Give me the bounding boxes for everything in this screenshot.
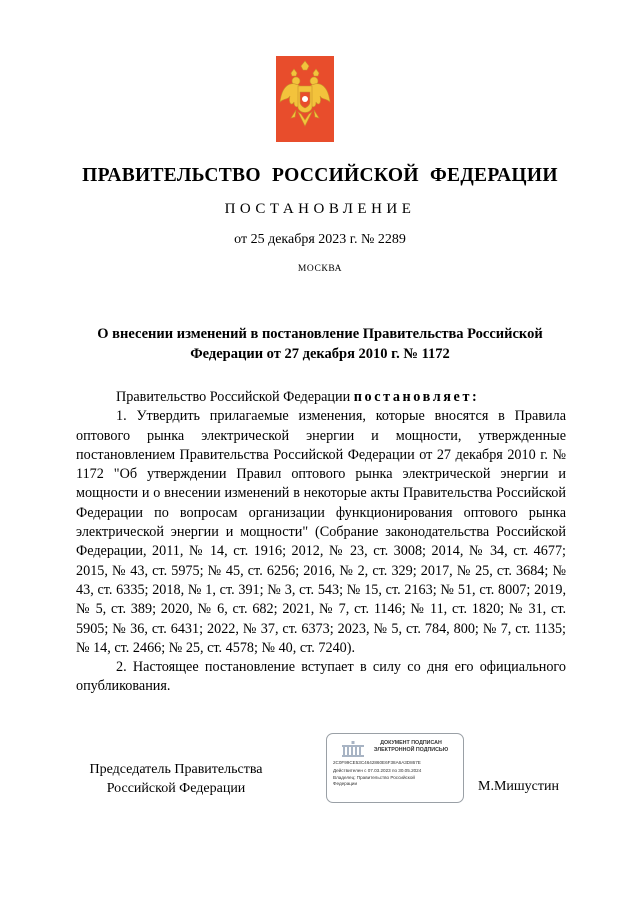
stamp-validity: Действителен с 07.03.2023 по 30.05.2024 <box>333 768 422 773</box>
document-date-number: от 25 декабря 2023 г. № 2289 <box>234 232 406 247</box>
intro-line <box>76 388 566 407</box>
stamp-title <box>363 740 459 753</box>
double-headed-eagle-icon <box>276 56 334 142</box>
stamp-owner-line-1: Владелец: Правительство Российской <box>333 775 415 780</box>
intro-prefix: Правительство Российской Федерации <box>116 389 351 405</box>
government-title: ПРАВИТЕЛЬСТВО РОССИЙСКОЙ ФЕДЕРАЦИИ <box>82 165 558 186</box>
stamp-title-line-1: ДОКУМЕНТ ПОДПИСАН <box>380 740 442 746</box>
signer-name: М.Мишустин <box>478 779 559 794</box>
document-subject: О внесении изменений в постановление Правительства Российской Федерации от 27 декабря 2010 г. № 1172 <box>97 326 543 362</box>
paragraph-1: 1. Утвердить прилагаемые изменения, которые вносятся в Правила оптового рынка электрической энергии и мощности, утвержденные постановлением Правительства Российской Федерации от 27 декабря 2010 г. № 1172 "Об утверждении Правил оптового рынка электрической энергии и мощности и о внесении изменений в некоторые акты Правительства Российской Федерации по вопросам организации функционирования оптового рынка электрической энергии и мощности" (Собрание законодательства Российской Федерации, 2011, № 14, ст. 1916; 2012, № 23, ст. 3008; 2014, № 34, ст. 4677; 2015, № 43, ст. 5975; № 45, ст. 6256; 2016, № 2, ст. 329; 2017, № 25, ст. 3684; № 43, ст. 6335; 2018, № 1, ст. 391; № 3, ст. 543; № 15, ст. 2163; № 51, ст. 8007; 2019, № 5, ст. 389; 2020, № 6, ст. 682; 2021, № 7, ст. 1146; № 11, ст. 1820; № 31, ст. 5905; № 36, ст. 6431; 2022, № 37, ст. 6373; 2023, № 5, ст. 784, 800; № 7, ст. 1135; № 14, ст. 2466; № 25, ст. 4578; № 40, ст. 7240). <box>76 408 566 656</box>
stamp-owner-line-2: Федерации <box>333 781 358 786</box>
intro-verb: постановляет: <box>353 389 480 405</box>
signer-position <box>76 760 276 798</box>
coat-of-arms-emblem <box>276 56 334 142</box>
document-type: ПОСТАНОВЛЕНИЕ <box>224 201 416 217</box>
electronic-signature-stamp <box>326 733 464 803</box>
document-city: МОСКВА <box>297 264 343 274</box>
stamp-title-line-2: ЭЛЕКТРОННОЙ ПОДПИСЬЮ <box>373 746 449 753</box>
document-body <box>76 388 566 697</box>
government-building-icon <box>341 740 365 758</box>
stamp-certificate: 2C0F99CE53C4642860E6F38A6A3D867E <box>333 760 421 765</box>
paragraph-2: 2. Настоящее постановление вступает в силу со дня его официального опубликования. <box>76 659 566 695</box>
signer-position-line-2: Российской Федерации <box>106 781 246 796</box>
signer-position-line-1: Председатель Правительства <box>89 762 263 777</box>
